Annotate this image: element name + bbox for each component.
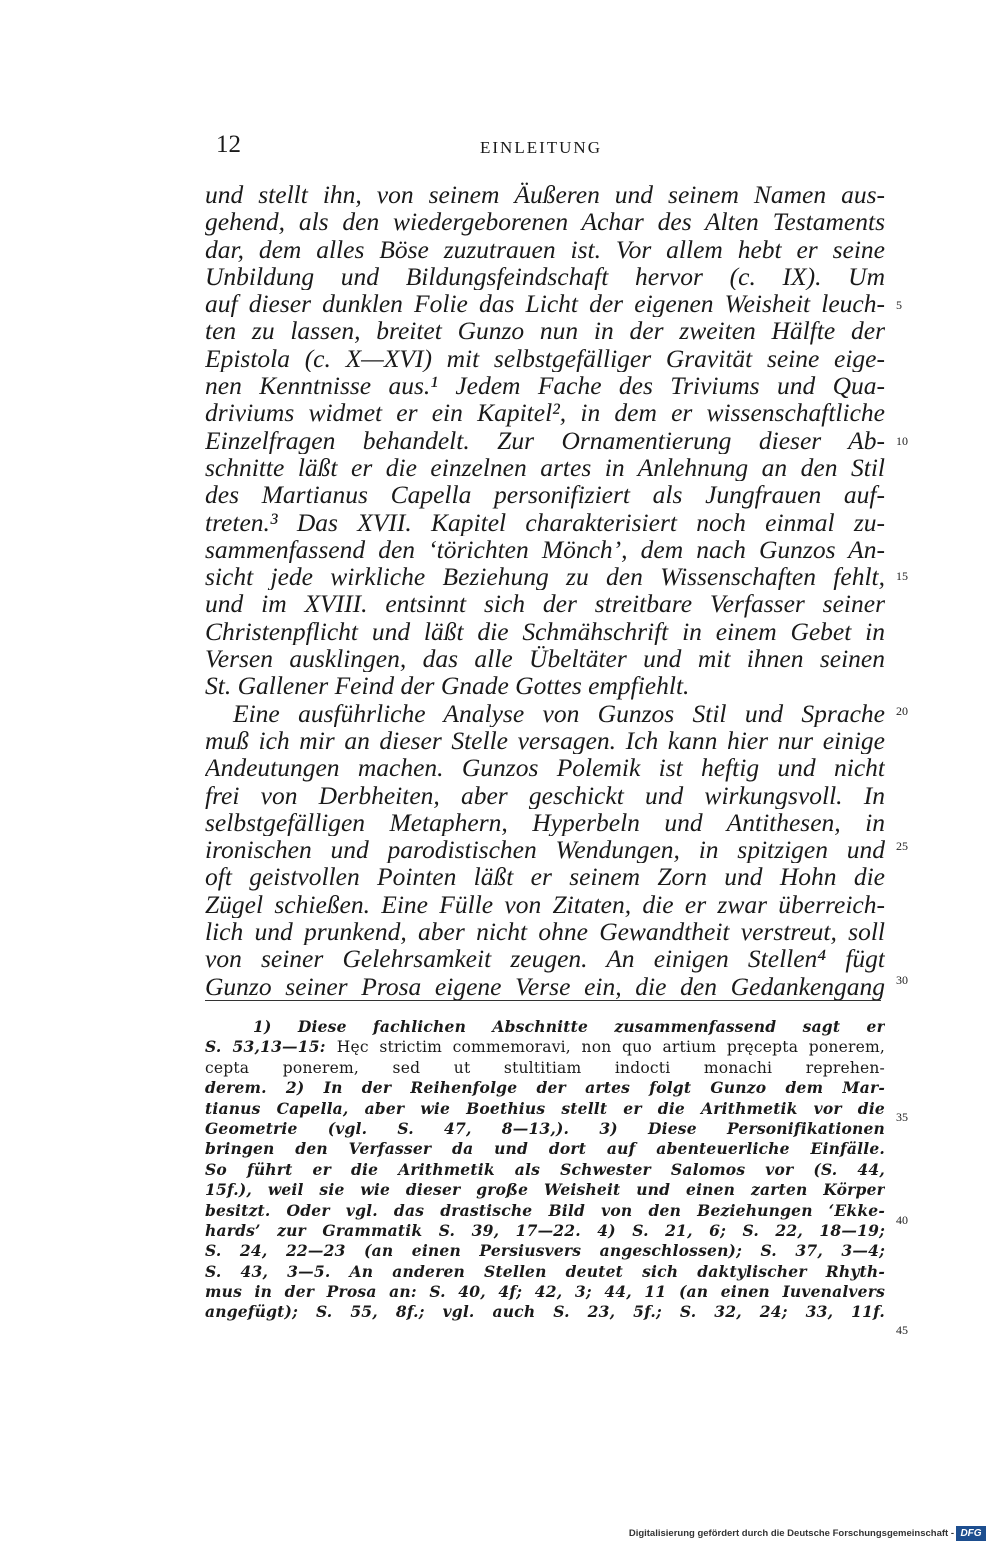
- footnote-line: tianus Capella, aber wie Boethius stellt er die Arithmetik vor die: [205, 1098, 885, 1118]
- line-number: 25: [896, 839, 908, 853]
- line-number: 10: [896, 434, 908, 448]
- text-line: oft geistvollen Pointen läßt er seinem Zorn und Hohn die: [205, 863, 885, 891]
- footnote-line: 1) Diese fachlichen Abschnitte zusammenfassend sagt er: [253, 1017, 885, 1036]
- text-line: nen Kenntnisse aus.¹ Jedem Fache des Triviums und Qua-: [205, 372, 885, 400]
- footnote-line: S. 43, 3—5. An anderen Stellen deutet sich daktylischer Rhyth-: [205, 1261, 885, 1281]
- line-number: 15: [896, 569, 908, 583]
- text-line: sammenfassend den ‘törichten Mönch’, dem nach Gunzos An-: [205, 535, 885, 564]
- footnotes: [205, 1017, 885, 1323]
- text-line: driviums widmet er ein Kapitel², in dem er wissenschaftliche: [205, 399, 885, 427]
- line-number: 45: [896, 1323, 908, 1337]
- text-line: Andeutungen machen. Gunzos Polemik ist heftig und nicht: [205, 754, 885, 782]
- running-head: EINLEITUNG: [480, 138, 602, 157]
- footnote-line: derem. 2) In der Reihenfolge der artes folgt Gunzo dem Mar-: [205, 1078, 885, 1098]
- text-line: Eine ausführliche Analyse von Gunzos Stil und Sprache: [233, 699, 885, 727]
- text-line: Christenpflicht und läßt die Schmähschrift in einem Gebet in: [205, 617, 885, 646]
- text-line: Gunzo seiner Prosa eigene Verse ein, die den Gedankengang: [205, 972, 885, 1000]
- text-line: gehend, als den wiedergeborenen Achar des Alten Testaments: [205, 208, 885, 236]
- text-line: auf dieser dunklen Folie das Licht der eigenen Weisheit leuch-: [205, 290, 885, 318]
- text-line: des Martianus Capella personifiziert als Jungfrauen auf-: [205, 481, 885, 509]
- footnote-line: S. 24, 22—23 (an einen Persiusvers angeschlossen); S. 37, 3—4;: [205, 1241, 885, 1261]
- text-line: und im XVIII. entsinnt sich der streitbare Verfasser seiner: [205, 590, 885, 618]
- credit-text: Digitalisierung gefördert durch die Deutsche Forschungsgemeinschaft -: [628, 1528, 954, 1539]
- line-number: 20: [896, 704, 908, 718]
- text-line: Unbildung und Bildungsfeindschaft hervor (c. IX). Um: [205, 262, 885, 291]
- text-line: muß ich mir an dieser Stelle versagen. Ich kann hier nur einige: [205, 726, 885, 755]
- text-line: selbstgefälligen Metaphern, Hyperbeln und Antithesen, in: [205, 808, 885, 837]
- footnote-line: So führt er die Arithmetik als Schwester Salomos vor (S. 44,: [205, 1159, 885, 1179]
- footnote-line: Geometrie (vgl. S. 47, 8—13,). 3) Diese Personifikationen: [205, 1118, 885, 1138]
- text-line: ten zu lassen, breitet Gunzo nun in der zweiten Hälfte der: [205, 317, 885, 345]
- line-number: 35: [896, 1110, 908, 1124]
- line-number: 40: [896, 1213, 908, 1227]
- line-number: 30: [896, 973, 908, 987]
- text-line: ironischen und parodistischen Wendungen, in spitzigen und: [205, 836, 885, 864]
- text-line: sicht jede wirkliche Beziehung zu den Wissenschaften fehlt,: [205, 563, 885, 591]
- line-number: 5: [896, 298, 902, 312]
- text-line: frei von Derbheiten, aber geschickt und wirkungsvoll. In: [205, 781, 885, 809]
- text-line: treten.³ Das XVII. Kapitel charakterisiert noch einmal zu-: [205, 508, 885, 536]
- footnote-line: bringen den Verfasser da und dort auf abenteuerliche Einfälle.: [205, 1139, 885, 1159]
- footnote-line: 15f.), weil sie wie dieser große Weisheit und einen zarten Körper: [205, 1180, 885, 1200]
- footnote-line: angefügt); S. 55, 8f.; vgl. auch S. 23, 5f.; S. 32, 24; 33, 11f.: [205, 1302, 885, 1322]
- text-line: Zügel schießen. Eine Fülle von Zitaten, die er zwar überreich-: [205, 890, 885, 919]
- digitization-credit: [620, 1526, 990, 1544]
- text-line: Einzelfragen behandelt. Zur Ornamentierung dieser Ab-: [205, 426, 885, 454]
- footnote-rule: [205, 1000, 881, 1001]
- footnote-line: hards’ zur Grammatik S. 39, 17—22. 4) S. 21, 6; S. 22, 18—19;: [205, 1220, 885, 1240]
- text-line: Epistola (c. X—XVI) mit selbstgefälliger Gravität seine eige-: [205, 344, 885, 373]
- text-line: schnitte läßt er die einzelnen artes in Anlehnung an den Stil: [205, 453, 885, 482]
- dfg-logo-icon: DFG: [956, 1526, 986, 1541]
- page-number: 12: [216, 131, 241, 158]
- text-line: Versen ausklingen, das alle Übeltäter und mit ihnen seinen: [205, 645, 885, 673]
- text-line: lich und prunkend, aber nicht ohne Gewandtheit verstreut, soll: [205, 918, 885, 946]
- footnote-line: S. 53,13—15: Hęc strictim commemoravi, non quo artium pręcepta ponerem,: [205, 1037, 885, 1057]
- main-text: [205, 181, 885, 1000]
- text-line: und stellt ihn, von seinem Äußeren und seinem Namen aus-: [205, 181, 885, 209]
- footnote-line: besitzt. Oder vgl. das drastische Bild von den Beziehungen ‘Ekke-: [205, 1200, 885, 1220]
- text-line: dar, dem alles Böse zuzutrauen ist. Vor allem hebt er seine: [205, 235, 885, 263]
- page-header: [216, 128, 882, 162]
- text-line: von seiner Gelehrsamkeit zeugen. An einigen Stellen⁴ fügt: [205, 945, 885, 973]
- footnote-line: mus in der Prosa an: S. 40, 4f; 42, 3; 44, 11 (an einen Iuvenalvers: [205, 1282, 885, 1302]
- footnote-line: cepta ponerem, sed ut stultitiam indocti monachi reprehen-: [205, 1058, 885, 1077]
- text-line: St. Gallener Feind der Gnade Gottes empfiehlt.: [205, 672, 690, 700]
